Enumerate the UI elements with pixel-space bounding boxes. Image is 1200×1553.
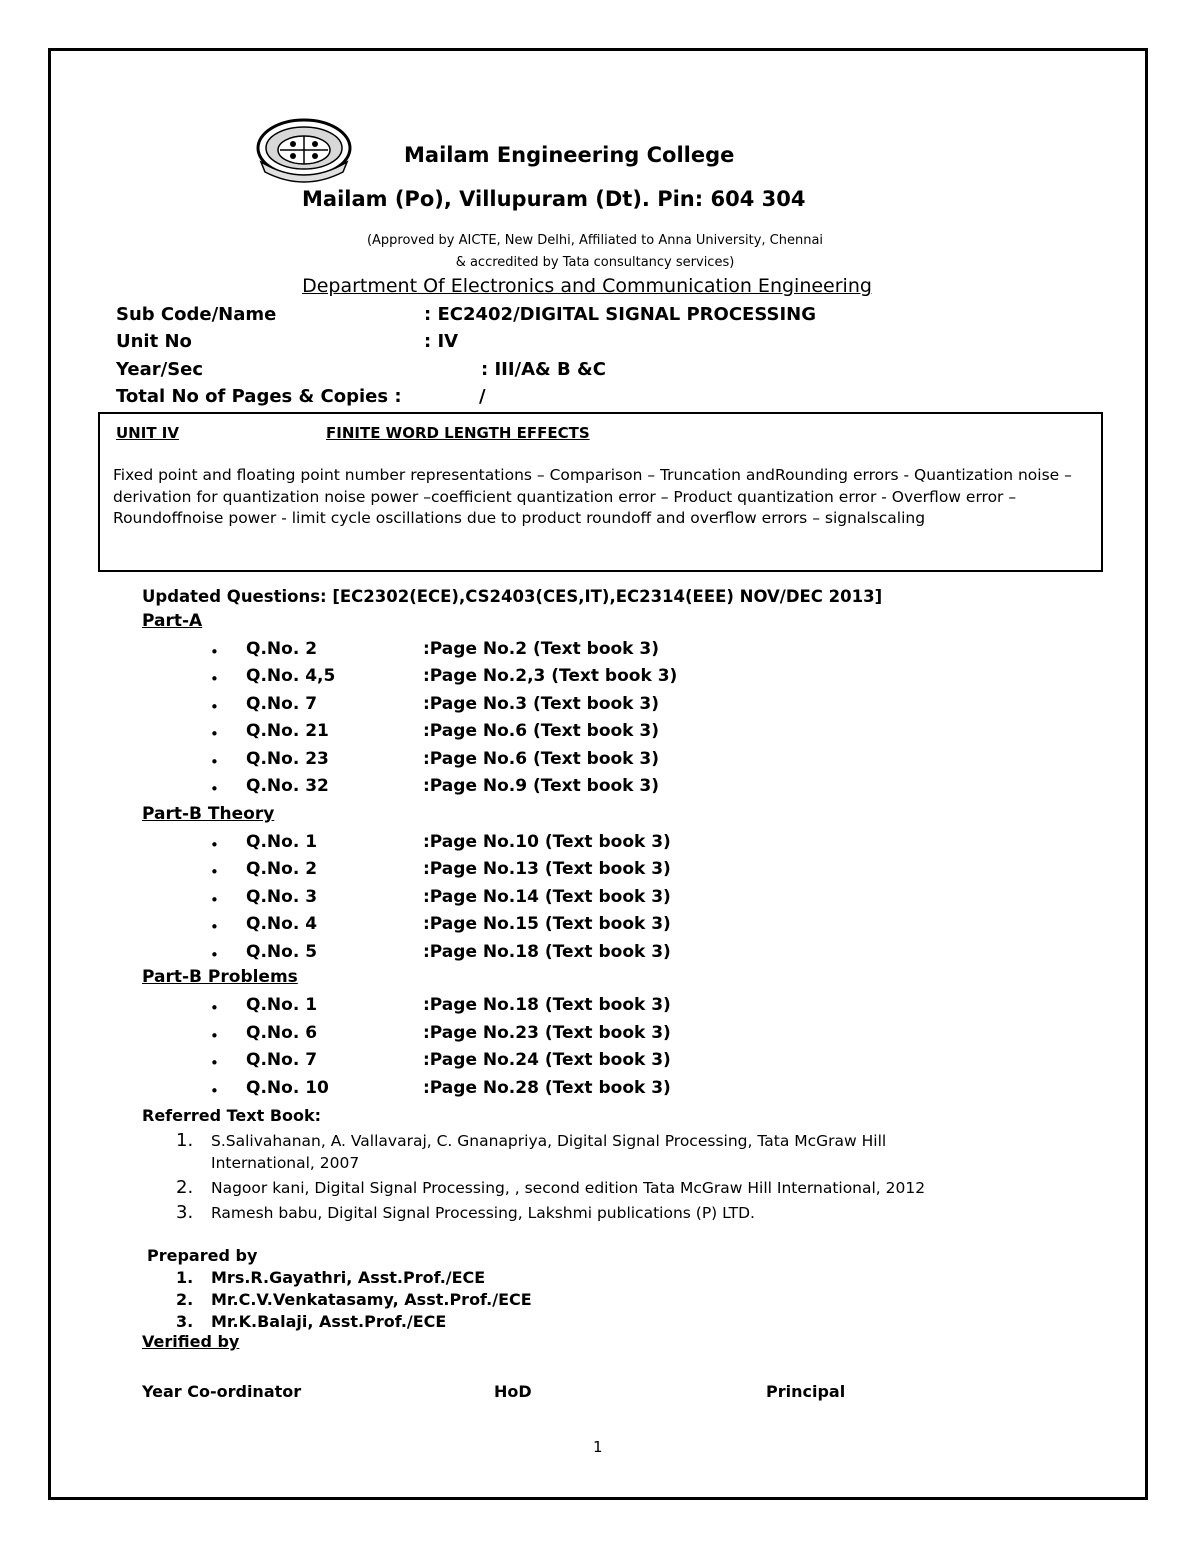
question-number: Q.No. 4 (246, 914, 318, 934)
question-page: :Page No.3 (Text book 3) (423, 694, 659, 714)
preparer-number: 1. (176, 1268, 194, 1287)
pages-copies-label: Total No of Pages & Copies : (116, 386, 402, 407)
bullet: • (210, 946, 219, 964)
approval-line-1: (Approved by AICTE, New Delhi, Affiliated to Anna University, Chennai (366, 233, 824, 248)
year-sec-label: Year/Sec (116, 359, 204, 380)
preparer-number: 2. (176, 1290, 194, 1309)
page-number: 1 (593, 1438, 603, 1456)
preparer-name: Mrs.R.Gayathri, Asst.Prof./ECE (211, 1268, 486, 1287)
principal-label: Principal (766, 1382, 846, 1401)
college-address: Mailam (Po), Villupuram (Dt). Pin: 604 304 (302, 187, 806, 211)
question-number: Q.No. 4,5 (246, 666, 336, 686)
question-number: Q.No. 1 (246, 995, 318, 1015)
reference-text: Nagoor kani, Digital Signal Processing, , second edition Tata McGraw Hill International, 2012 (211, 1179, 926, 1197)
preparer-name: Mr.C.V.Venkatasamy, Asst.Prof./ECE (211, 1290, 532, 1309)
bullet: • (210, 725, 219, 743)
pages-copies-value: / (479, 386, 486, 407)
question-number: Q.No. 7 (246, 694, 318, 714)
question-number: Q.No. 3 (246, 887, 318, 907)
bullet: • (210, 753, 219, 771)
bullet: • (210, 1027, 219, 1045)
question-page: :Page No.14 (Text book 3) (423, 887, 671, 907)
reference-text-continued: International, 2007 (211, 1154, 360, 1172)
reference-number: 1. (176, 1130, 194, 1151)
bullet: • (210, 891, 219, 909)
bullet: • (210, 1054, 219, 1072)
preparer-number: 3. (176, 1312, 194, 1331)
question-number: Q.No. 32 (246, 776, 329, 796)
hod-label: HoD (494, 1382, 532, 1401)
question-page: :Page No.18 (Text book 3) (423, 995, 671, 1015)
syllabus-text: Fixed point and floating point number representations – Comparison – Truncation andRounding errors - Quantization noise – derivation for quantization noise power –coefficient quantization error – Product quantization error - Overflow error – Roundoffnoise power - limit cycle oscillations due to product roundoff and overflow errors – signalscaling (113, 466, 1072, 527)
bullet: • (210, 670, 219, 688)
part-b-problems-heading: Part-B Problems (142, 967, 298, 987)
updated-questions: Updated Questions: [EC2302(ECE),CS2403(CES,IT),EC2314(EEE) NOV/DEC 2013] (142, 587, 883, 606)
question-page: :Page No.10 (Text book 3) (423, 832, 671, 852)
preparer-name: Mr.K.Balaji, Asst.Prof./ECE (211, 1312, 447, 1331)
question-number: Q.No. 7 (246, 1050, 318, 1070)
question-page: :Page No.6 (Text book 3) (423, 749, 659, 769)
question-number: Q.No. 21 (246, 721, 329, 741)
question-number: Q.No. 5 (246, 942, 318, 962)
question-number: Q.No. 1 (246, 832, 318, 852)
part-a-heading: Part-A (142, 611, 203, 631)
unit-no-label: Unit No (116, 331, 192, 352)
bullet: • (210, 780, 219, 798)
question-page: :Page No.13 (Text book 3) (423, 859, 671, 879)
department-title: Department Of Electronics and Communication Engineering (302, 275, 872, 297)
references-heading: Referred Text Book: (142, 1106, 322, 1125)
question-page: :Page No.6 (Text book 3) (423, 721, 659, 741)
unit-label: UNIT IV (116, 424, 179, 442)
question-number: Q.No. 6 (246, 1023, 318, 1043)
reference-text: S.Salivahanan, A. Vallavaraj, C. Gnanapriya, Digital Signal Processing, Tata McGraw Hill (211, 1132, 887, 1150)
verified-by-heading: Verified by (142, 1332, 240, 1351)
year-coordinator-label: Year Co-ordinator (142, 1382, 302, 1401)
unit-no-value: : IV (424, 331, 459, 352)
year-sec-value: : III/A& B &C (481, 359, 606, 380)
question-page: :Page No.23 (Text book 3) (423, 1023, 671, 1043)
part-b-theory-heading: Part-B Theory (142, 804, 275, 824)
question-number: Q.No. 2 (246, 859, 318, 879)
bullet: • (210, 918, 219, 936)
approval-line-2: & accredited by Tata consultancy services) (455, 255, 735, 270)
question-number: Q.No. 2 (246, 639, 318, 659)
bullet: • (210, 863, 219, 881)
bullet: • (210, 836, 219, 854)
question-page: :Page No.28 (Text book 3) (423, 1078, 671, 1098)
bullet: • (210, 698, 219, 716)
question-number: Q.No. 10 (246, 1078, 329, 1098)
sub-code-value: : EC2402/DIGITAL SIGNAL PROCESSING (424, 304, 816, 325)
question-page: :Page No.9 (Text book 3) (423, 776, 659, 796)
bullet: • (210, 999, 219, 1017)
question-page: :Page No.24 (Text book 3) (423, 1050, 671, 1070)
sub-code-label: Sub Code/Name (116, 304, 277, 325)
prepared-by-heading: Prepared by (147, 1246, 258, 1265)
college-logo (255, 118, 353, 184)
question-page: :Page No.15 (Text book 3) (423, 914, 671, 934)
bullet: • (210, 643, 219, 661)
question-page: :Page No.2 (Text book 3) (423, 639, 659, 659)
question-page: :Page No.2,3 (Text book 3) (423, 666, 678, 686)
reference-number: 2. (176, 1177, 194, 1198)
question-page: :Page No.18 (Text book 3) (423, 942, 671, 962)
question-number: Q.No. 23 (246, 749, 329, 769)
reference-number: 3. (176, 1202, 194, 1223)
unit-title: FINITE WORD LENGTH EFFECTS (326, 424, 590, 442)
reference-text: Ramesh babu, Digital Signal Processing, Lakshmi publications (P) LTD. (211, 1204, 755, 1222)
bullet: • (210, 1082, 219, 1100)
college-name: Mailam Engineering College (404, 143, 735, 167)
